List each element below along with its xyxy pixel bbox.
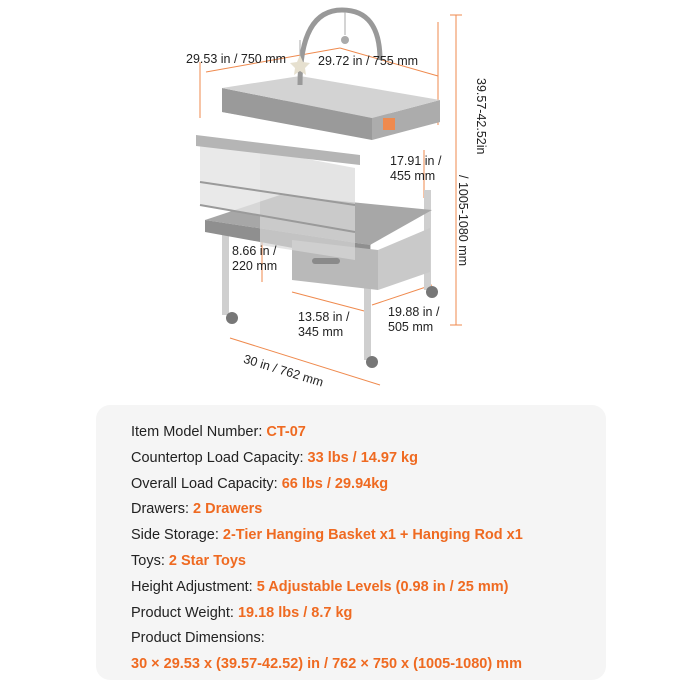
spec-row-side-storage bbox=[131, 523, 601, 549]
spec-label: Item Model Number: bbox=[131, 424, 267, 440]
width-bottom-label: 30 in / 762 mm bbox=[241, 352, 326, 390]
spec-value: 33 lbs / 14.97 kg bbox=[307, 449, 418, 466]
spec-label: Product Weight: bbox=[131, 604, 238, 621]
shelf-height-line1: 8.66 in / bbox=[232, 244, 277, 258]
specs-list bbox=[131, 420, 601, 678]
spec-label: Toys: bbox=[131, 552, 169, 569]
surface-depth-line1: 17.91 in / bbox=[390, 154, 442, 168]
spec-label: Product Dimensions: bbox=[131, 630, 265, 647]
spec-row-countertop-load bbox=[131, 446, 601, 472]
surface-depth-label bbox=[390, 154, 441, 184]
spec-row-toys bbox=[131, 549, 601, 575]
spec-value: 2 Drawers bbox=[193, 501, 263, 518]
spec-row-height-adjustment bbox=[131, 575, 601, 601]
spec-label: Height Adjustment: bbox=[131, 578, 257, 595]
spec-value: 2-Tier Hanging Basket x1 + Hanging Rod x1 bbox=[222, 527, 523, 544]
spec-row-weight bbox=[131, 601, 601, 627]
spec-value: 5 Adjustable Levels (0.98 in / 25 mm) bbox=[256, 578, 509, 595]
drawer-width-line1: 13.58 in / bbox=[298, 310, 350, 324]
spec-row-model bbox=[131, 420, 601, 446]
depth-line1: 19.88 in / bbox=[388, 305, 440, 319]
shelf-height-label bbox=[232, 244, 277, 274]
spec-label: Drawers: bbox=[131, 501, 194, 518]
drawer-width-line2: 345 mm bbox=[298, 325, 344, 339]
spec-row-drawers bbox=[131, 497, 601, 523]
spec-value: 19.18 lbs / 8.7 kg bbox=[237, 604, 353, 621]
spec-value: 30 × 29.53 x (39.57-42.52) in / 762 × 750 x (1005-1080) mm bbox=[131, 656, 522, 673]
height-mm-label: / 1005-1080 mm bbox=[456, 175, 470, 267]
spec-row-dimensions-value bbox=[131, 652, 601, 678]
drawer-width-label bbox=[298, 310, 349, 340]
height-line1: 39.57-42.52in bbox=[474, 78, 488, 155]
shelf-height-line2: 220 mm bbox=[232, 259, 278, 273]
spec-row-dimensions-label bbox=[131, 626, 601, 652]
height-label bbox=[473, 78, 488, 154]
depth-line2: 505 mm bbox=[388, 320, 434, 334]
surface-depth-line2: 455 mm bbox=[390, 169, 436, 183]
spec-value: CT-07 bbox=[266, 424, 306, 440]
depth-label bbox=[388, 305, 439, 335]
spec-row-overall-load bbox=[131, 472, 601, 498]
width-top-left-label: 29.53 in / 750 mm bbox=[186, 52, 287, 66]
spec-label: Overall Load Capacity: bbox=[131, 475, 282, 492]
spec-label: Side Storage: bbox=[131, 527, 223, 544]
spec-value: 66 lbs / 29.94kg bbox=[281, 475, 389, 492]
spec-value: 2 Star Toys bbox=[168, 552, 246, 569]
spec-label: Countertop Load Capacity: bbox=[131, 449, 308, 466]
width-top-right-label: 29.72 in / 755 mm bbox=[318, 54, 419, 68]
